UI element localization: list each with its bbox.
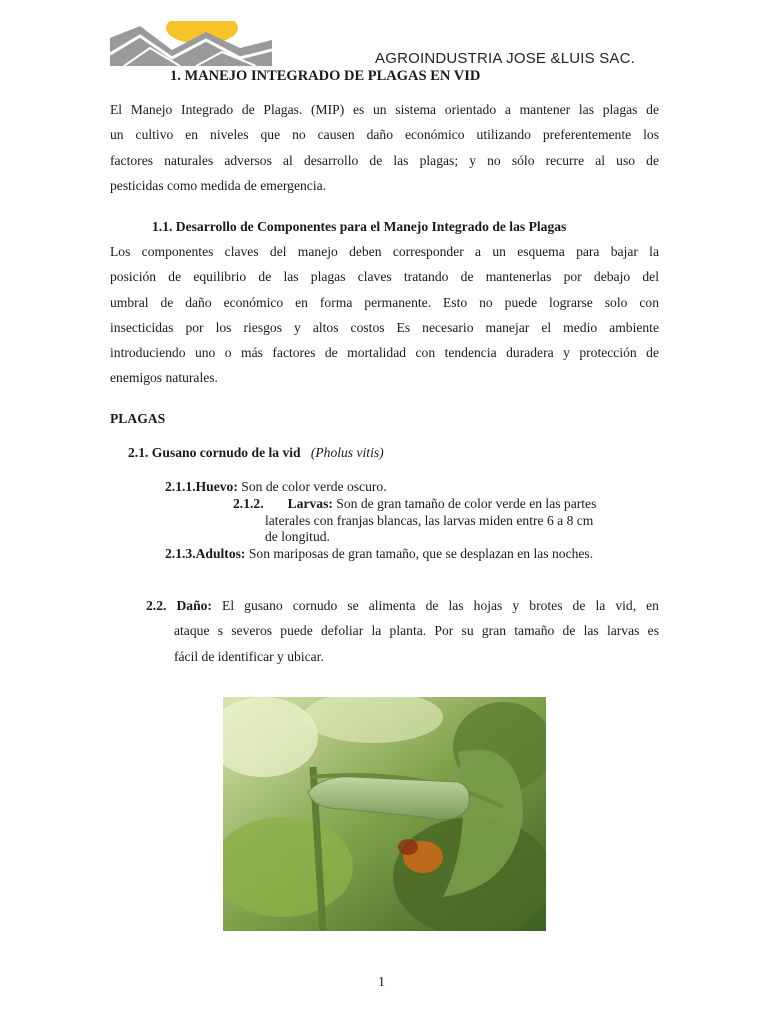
dano-line-1 — [146, 593, 659, 618]
section-heading-1-1: 1.1. Desarrollo de Componentes para el Manejo Integrado de las Plagas — [152, 219, 567, 234]
paragraph-line: posición de equilibrio de las plagas claves tratando de mantenerlas por debajo del — [110, 269, 659, 285]
paragraph-line: factores naturales adversos al desarrollo de las plagas; y no sólo recurre al uso de — [110, 152, 659, 168]
item-2-1-label: 2.1. Gusano cornudo de la vid — [128, 445, 301, 460]
dano-line-3: fácil de identificar y ubicar. — [174, 648, 324, 664]
adultos-label: 2.1.3.Adultos: — [165, 546, 246, 561]
larvas-line-3: de longitud. — [265, 529, 330, 544]
paragraph-line: insecticidas por los riesgos y altos costos Es necesario manejar el medio ambiente — [110, 319, 659, 335]
page-number: 1 — [378, 975, 385, 990]
paragraph-line: un cultivo en niveles que no causen daño económico utilizando preferentemente los — [110, 127, 659, 143]
larvas-line-2: laterales con franjas blancas, las larvas miden entre 6 a 8 cm — [265, 513, 594, 528]
paragraph-line: El Manejo Integrado de Plagas. (MIP) es un sistema orientado a mantener las plagas de — [110, 102, 659, 117]
company-logo — [110, 18, 272, 66]
section-1-paragraph — [110, 97, 659, 198]
dano-label: 2.2. Daño: — [146, 598, 212, 613]
paragraph-line: pesticidas como medida de emergencia. — [110, 177, 327, 193]
huevo-label: 2.1.1.Huevo: — [165, 479, 238, 494]
dano-text: El gusano cornudo se alimenta de las hojas y brotes de la vid, en — [211, 598, 659, 613]
caterpillar-photo — [223, 697, 546, 931]
dano-line-2: ataque s severos puede defoliar la planta. Por su gran tamaño de las larvas es — [174, 623, 659, 639]
paragraph-line: enemigos naturales. — [110, 370, 218, 386]
larvas-number: 2.1.2. — [233, 496, 264, 511]
item-2-1 — [128, 445, 384, 461]
item-dano — [146, 593, 659, 669]
item-adultos — [165, 546, 593, 562]
larvas-label: Larvas: — [287, 496, 333, 511]
huevo-text: Son de color verde oscuro. — [237, 479, 387, 494]
company-name: AGROINDUSTRIA JOSE &LUIS SAC. — [375, 50, 636, 67]
paragraph-line: umbral de daño económico en forma permanente. Esto no puede lograrse solo con — [110, 294, 659, 310]
section-1-1-paragraph — [110, 239, 659, 391]
item-larvas — [233, 496, 596, 512]
plagas-heading: PLAGAS — [110, 411, 166, 426]
paragraph-line: introduciendo uno o más factores de mortalidad con tendencia duradera y protección de — [110, 345, 659, 361]
scientific-name: (Pholus vitis) — [310, 445, 384, 460]
paragraph-line: Los componentes claves del manejo deben corresponder a un esquema para bajar la — [110, 244, 659, 259]
adultos-text: Son mariposas de gran tamaño, que se desplazan en las noches. — [245, 546, 594, 561]
larvas-text: Son de gran tamaño de color verde en las partes — [332, 496, 597, 511]
item-huevo — [165, 479, 387, 495]
section-heading-1: 1. MANEJO INTEGRADO DE PLAGAS EN VID — [170, 68, 481, 84]
